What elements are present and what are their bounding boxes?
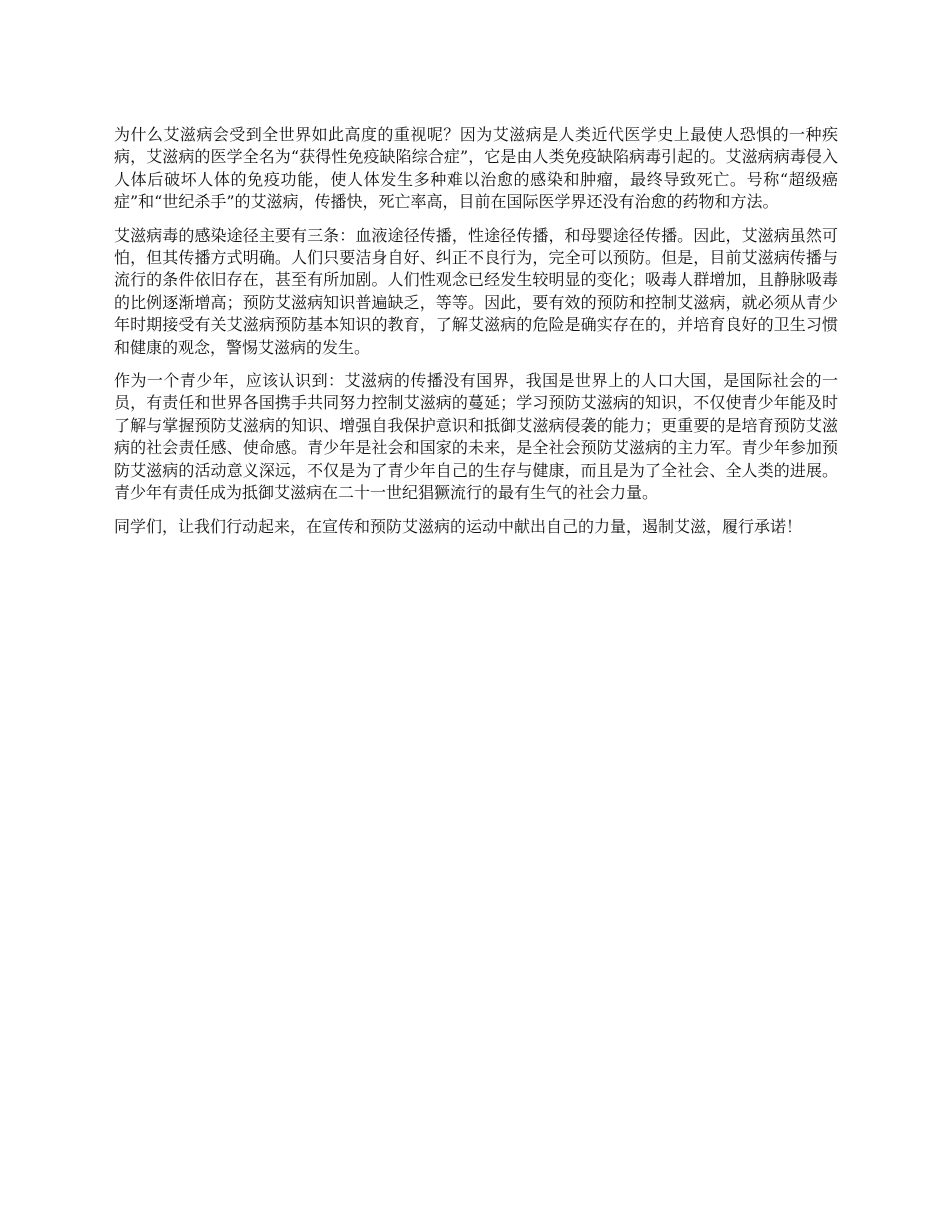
paragraph-1: 为什么艾滋病会受到全世界如此高度的重视呢？因为艾滋病是人类近代医学史上最使人恐惧的一种疾病，艾滋病的医学全名为“获得性免疫缺陷综合症”，它是由人类免疫缺陷病毒引起的。艾滋病病毒侵入人体后破坏人体的免疫功能，使人体发生多种难以治愈的感染和肿瘤，最终导致死亡。号称“超级癌症”和“世纪杀手”的艾滋病，传播快，死亡率高，目前在国际医学界还没有治愈的药物和方法。 (114, 125, 838, 212)
document-body (114, 124, 838, 549)
paragraph-2: 艾滋病毒的感染途径主要有三条：血液途径传播，性途径传播，和母婴途径传播。因此，艾滋病虽然可怕，但其传播方式明确。人们只要洁身自好、纠正不良行为，完全可以预防。但是，目前艾滋病传播与流行的条件依旧存在，甚至有所加剧。人们性观念已经发生较明显的变化；吸毒人群增加，且静脉吸毒的比例逐渐增高；预防艾滋病知识普遍缺乏，等等。因此，要有效的预防和控制艾滋病，就必须从青少年时期接受有关艾滋病预防基本知识的教育，了解艾滋病的危险是确实存在的，并培育良好的卫生习惯和健康的观念，警惕艾滋病的发生。 (114, 225, 838, 357)
paragraph-4: 同学们，让我们行动起来，在宣传和预防艾滋病的运动中献出自己的力量，遏制艾滋，履行承诺！ (114, 516, 803, 536)
paragraph-3: 作为一个青少年，应该认识到：艾滋病的传播没有国界，我国是世界上的人口大国，是国际社会的一员，有责任和世界各国携手共同努力控制艾滋病的蔓延；学习预防艾滋病的知识，不仅使青少年能及时了解与掌握预防艾滋病的知识、增强自我保护意识和抵御艾滋病侵袭的能力；更重要的是培育预防艾滋病的社会责任感、使命感。青少年是社会和国家的未来，是全社会预防艾滋病的主力军。青少年参加预防艾滋病的活动意义深远，不仅是为了青少年自己的生存与健康，而且是为了全社会、全人类的进展。青少年有责任成为抵御艾滋病在二十一世纪猖獗流行的最有生气的社会力量。 (114, 371, 838, 503)
